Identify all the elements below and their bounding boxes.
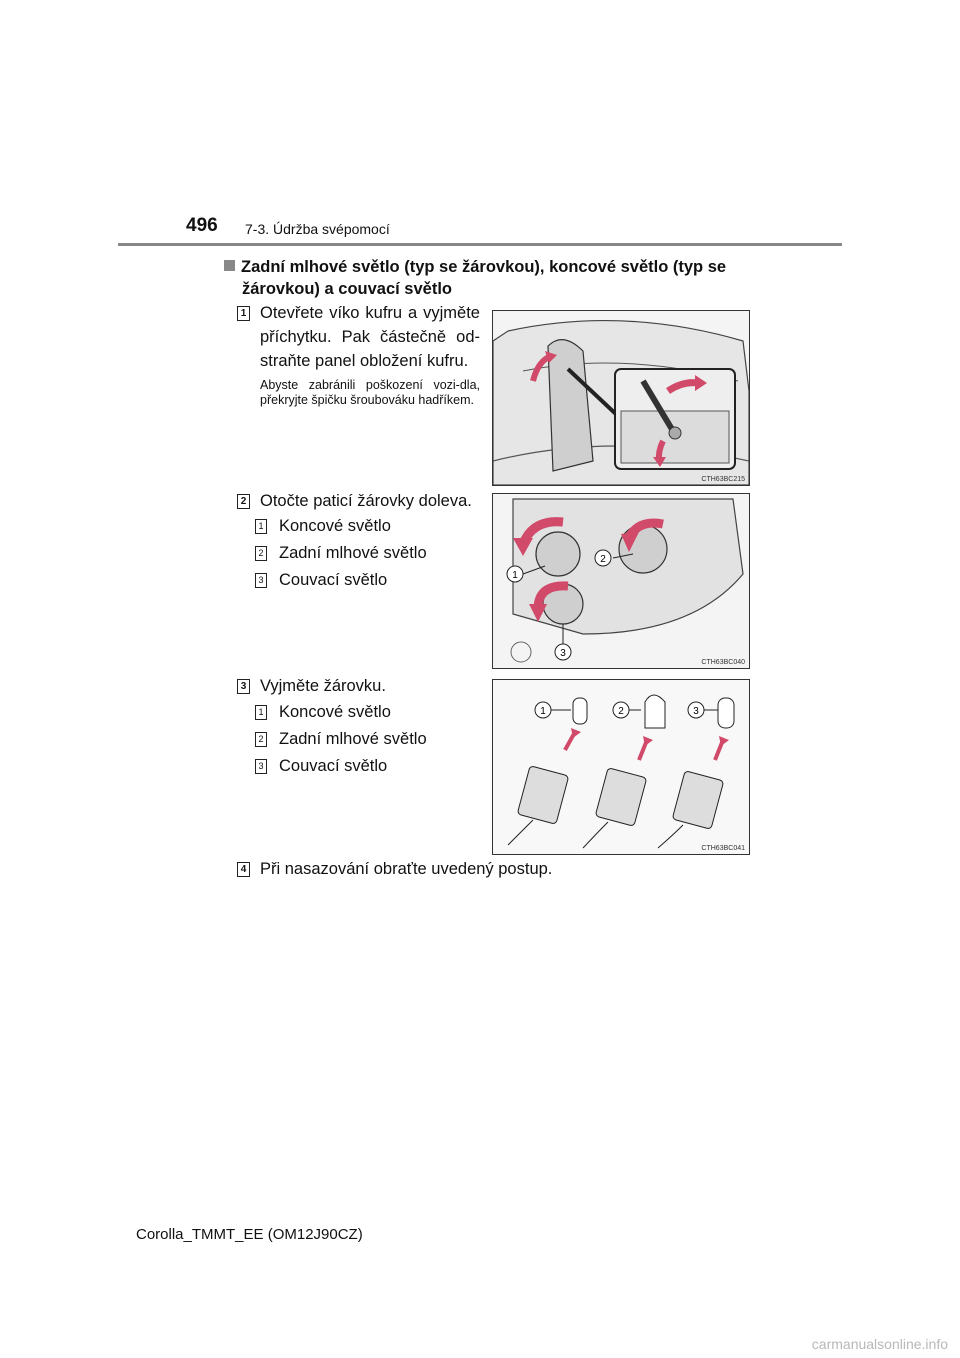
header-rule bbox=[118, 243, 842, 246]
svg-text:1: 1 bbox=[512, 570, 518, 581]
step-2-item-number: 3 bbox=[255, 573, 267, 588]
step-number-2: 2 bbox=[237, 494, 250, 509]
step-4-text: Při nasazování obraťte uvedený postup. bbox=[260, 860, 553, 878]
step-3-text: Vyjměte žárovku. bbox=[260, 677, 386, 695]
svg-text:3: 3 bbox=[560, 648, 566, 659]
figure-trunk-trim bbox=[492, 310, 750, 486]
figure-code: CTH63BC215 bbox=[701, 476, 745, 483]
heading-text: Zadní mlhové světlo (typ se žárovkou), koncové světlo (typ se žárovkou) a couvací světlo bbox=[241, 258, 727, 298]
svg-text:1: 1 bbox=[540, 706, 546, 717]
svg-text:2: 2 bbox=[618, 706, 624, 717]
step-2-item-label: Zadní mlhové světlo bbox=[279, 544, 427, 562]
heading-bullet-icon bbox=[224, 260, 235, 271]
step-1-text: Otevřete víko kufru a vyjměte příchytku. Pak částečně od-straňte panel obložení kufru. bbox=[260, 304, 480, 370]
svg-text:2: 2 bbox=[600, 554, 606, 565]
step-3-item-label: Zadní mlhové světlo bbox=[279, 730, 427, 748]
figure-bulb-removal bbox=[492, 679, 750, 855]
watermark: carmanualsonline.info bbox=[811, 1336, 948, 1352]
step-3-item-number: 2 bbox=[255, 732, 267, 747]
heading bbox=[242, 256, 752, 300]
bulb-removal-illustration bbox=[493, 680, 749, 854]
page-number: 496 bbox=[186, 215, 218, 236]
step-2-item-label: Koncové světlo bbox=[279, 517, 391, 535]
step-1-note: Abyste zabránili poškození vozi-dla, překryjte špičku šroubováku hadříkem. bbox=[260, 378, 480, 407]
step-2-item-number: 2 bbox=[255, 546, 267, 561]
trunk-trim-illustration bbox=[493, 311, 749, 485]
svg-text:3: 3 bbox=[693, 706, 699, 717]
section-title: 7-3. Údržba svépomocí bbox=[245, 221, 390, 237]
step-number-3: 3 bbox=[237, 679, 250, 694]
step-3-item-number: 1 bbox=[255, 705, 267, 720]
figure-code: CTH63BC040 bbox=[701, 659, 745, 666]
step-3-item-label: Koncové světlo bbox=[279, 703, 391, 721]
bulb-sockets-illustration bbox=[493, 494, 749, 668]
step-2-item-label: Couvací světlo bbox=[279, 571, 388, 589]
figure-bulb-sockets bbox=[492, 493, 750, 669]
step-3-item-number: 3 bbox=[255, 759, 267, 774]
figure-code: CTH63BC041 bbox=[701, 845, 745, 852]
step-number-4: 4 bbox=[237, 862, 250, 877]
step-3-item-label: Couvací světlo bbox=[279, 757, 388, 775]
step-2-text: Otočte paticí žárovky doleva. bbox=[260, 492, 472, 510]
step-2-item-number: 1 bbox=[255, 519, 267, 534]
step-number-1: 1 bbox=[237, 306, 250, 321]
footer-model: Corolla_TMMT_EE (OM12J90CZ) bbox=[136, 1226, 363, 1243]
